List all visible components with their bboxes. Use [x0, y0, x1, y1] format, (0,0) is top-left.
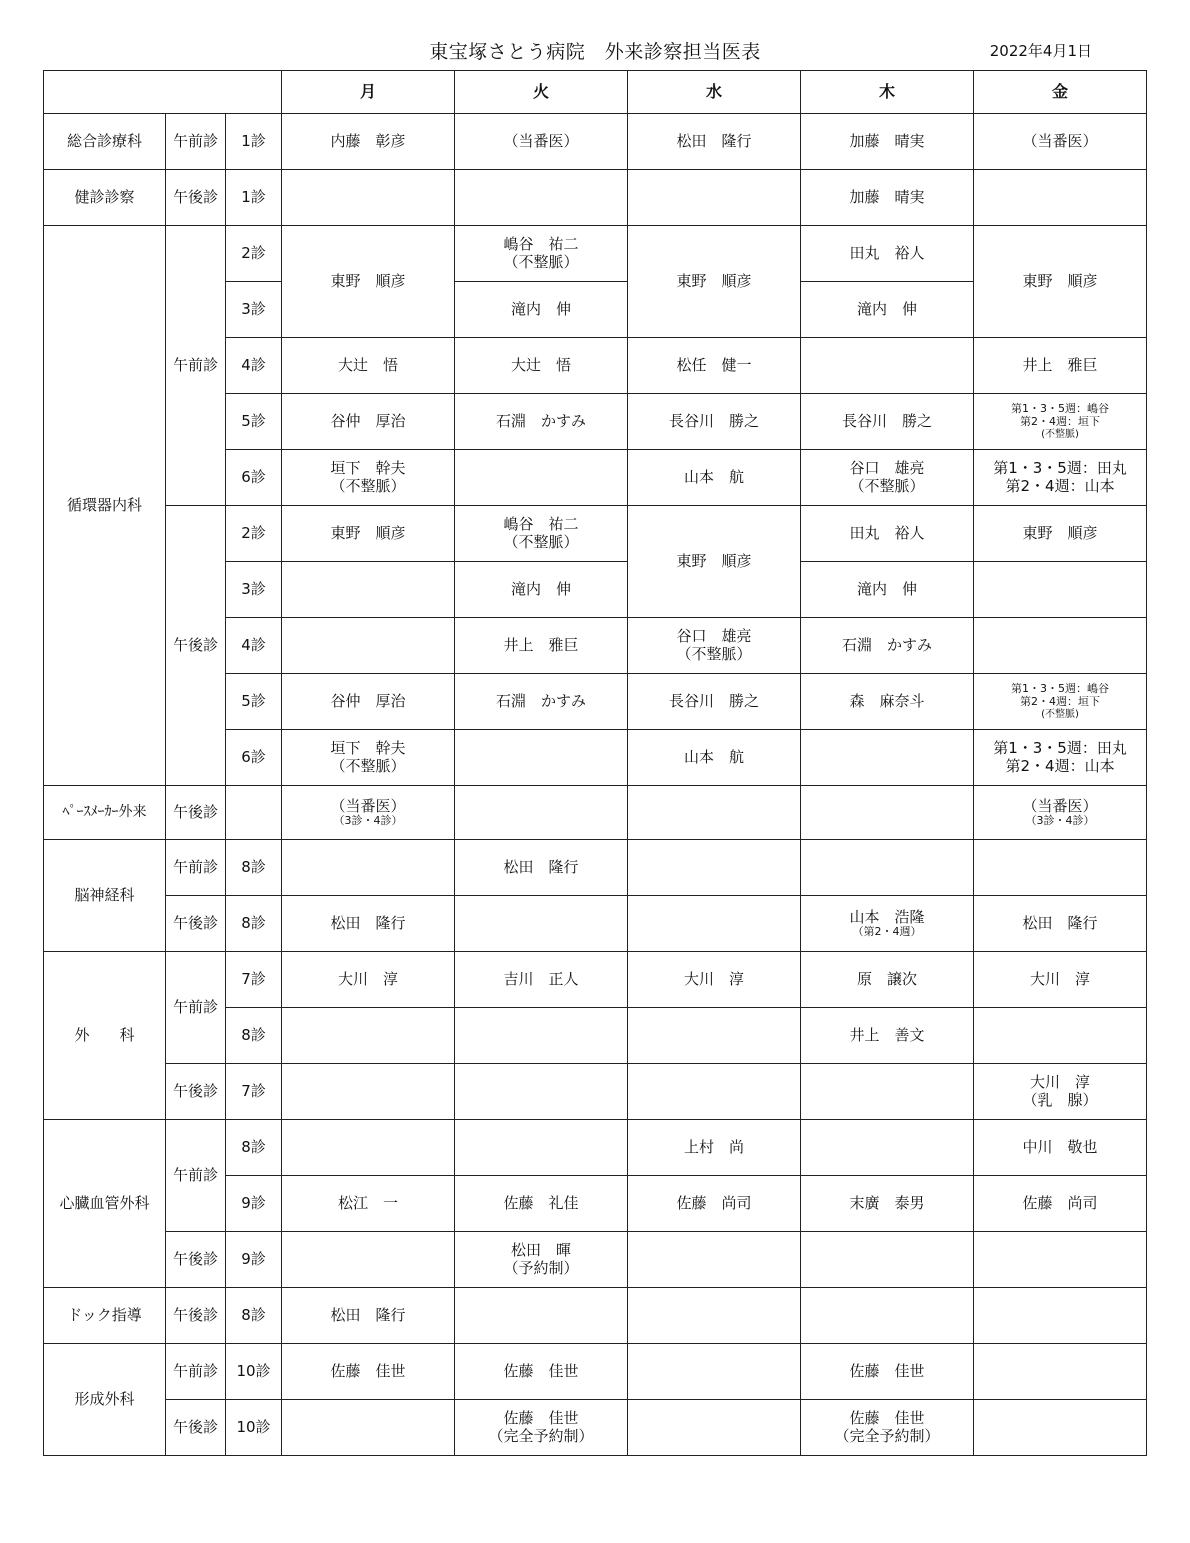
- doctor-note: （不整脈）: [503, 252, 579, 271]
- table-row: [44, 786, 1147, 840]
- doctor-cell: 松田 隆行: [282, 896, 455, 952]
- session-label: 午前診: [166, 1120, 226, 1232]
- session-label: 午後診: [166, 896, 226, 952]
- doctor-cell: 田丸 裕人: [801, 226, 974, 282]
- room-label: 6診: [226, 730, 282, 786]
- doctor-cell: 東野 順彦: [282, 506, 455, 562]
- doctor-cell: [282, 170, 455, 226]
- dept-label: ドック指導: [44, 1288, 166, 1344]
- schedule-table: [43, 70, 1147, 1456]
- doctor-cell: 松任 健一: [628, 338, 801, 394]
- doctor-cell: [974, 450, 1147, 506]
- session-label: 午後診: [166, 1232, 226, 1288]
- doctor-cell: [974, 1064, 1147, 1120]
- doctor-cell: 大川 淳: [282, 952, 455, 1008]
- rotation-note: 第1・3・5週：田丸: [993, 739, 1127, 758]
- doctor-name: 垣下 幹夫: [330, 739, 406, 758]
- session-label: 午前診: [166, 226, 226, 506]
- doctor-cell: [801, 1120, 974, 1176]
- doctor-cell: [974, 394, 1147, 450]
- rotation-note: (不整脈): [1041, 428, 1079, 440]
- doctor-note: （完全予約制）: [834, 1426, 940, 1445]
- dept-label: 心臓血管外科: [44, 1120, 166, 1288]
- doctor-cell: [628, 170, 801, 226]
- doctor-note: （不整脈）: [503, 532, 579, 551]
- room-label: 8診: [226, 1120, 282, 1176]
- doctor-cell: [455, 1232, 628, 1288]
- doctor-cell: 加藤 晴実: [801, 170, 974, 226]
- header-day-mon: 月: [282, 71, 455, 114]
- doctor-note: （不整脈）: [330, 756, 406, 775]
- room-label: 2診: [226, 226, 282, 282]
- rotation-note: 第2・4週：山本: [1005, 756, 1115, 775]
- doctor-cell: [801, 1232, 974, 1288]
- dept-label: 外 科: [44, 952, 166, 1120]
- doctor-cell: [282, 1008, 455, 1064]
- room-label: 4診: [226, 338, 282, 394]
- doctor-cell: [282, 786, 455, 840]
- doctor-cell: [801, 896, 974, 952]
- doctor-cell: 加藤 晴実: [801, 114, 974, 170]
- doctor-cell: [628, 618, 801, 674]
- session-label: 午後診: [166, 1288, 226, 1344]
- doctor-cell: [282, 562, 455, 618]
- room-label: 8診: [226, 840, 282, 896]
- room-label: 7診: [226, 952, 282, 1008]
- doctor-cell: [282, 1400, 455, 1456]
- doctor-cell: [801, 338, 974, 394]
- doctor-cell: 内藤 彰彦: [282, 114, 455, 170]
- doctor-cell: 滝内 伸: [455, 562, 628, 618]
- table-row: [44, 896, 1147, 952]
- rotation-note: 第1・3・5週：嶋谷: [1011, 682, 1110, 696]
- doctor-cell: 谷仲 厚治: [282, 674, 455, 730]
- room-label: 9診: [226, 1176, 282, 1232]
- doctor-cell: [628, 1064, 801, 1120]
- doctor-cell: [974, 1344, 1147, 1400]
- doctor-cell: 大辻 悟: [455, 338, 628, 394]
- rotation-note: 第1・3・5週：田丸: [993, 459, 1127, 478]
- table-row: [44, 114, 1147, 170]
- doctor-cell: [282, 730, 455, 786]
- doctor-cell: [628, 896, 801, 952]
- room-label: 2診: [226, 506, 282, 562]
- table-row: [44, 506, 1147, 562]
- session-label: 午後診: [166, 170, 226, 226]
- table-row: [44, 226, 1147, 282]
- doctor-cell: 吉川 正人: [455, 952, 628, 1008]
- doctor-cell: 中川 敬也: [974, 1120, 1147, 1176]
- doctor-cell: [801, 786, 974, 840]
- doctor-cell: [282, 1120, 455, 1176]
- dept-label: 健診診察: [44, 170, 166, 226]
- doctor-cell: [974, 840, 1147, 896]
- rotation-note: 第2・4週：垣下: [1020, 695, 1101, 708]
- doctor-cell: 大辻 悟: [282, 338, 455, 394]
- doctor-cell: [801, 730, 974, 786]
- doctor-cell: 井上 雅巨: [455, 618, 628, 674]
- doctor-cell: 大川 淳: [628, 952, 801, 1008]
- doctor-name: 大川 淳: [1030, 1073, 1091, 1092]
- doctor-cell: 佐藤 佳世: [801, 1344, 974, 1400]
- doctor-cell: 石淵 かすみ: [455, 394, 628, 450]
- doctor-cell: [628, 1400, 801, 1456]
- room-label: 4診: [226, 618, 282, 674]
- header-day-thu: 木: [801, 71, 974, 114]
- table-row: [44, 1120, 1147, 1176]
- table-row: [44, 1288, 1147, 1344]
- doctor-cell: [974, 786, 1147, 840]
- doctor-cell: 松田 隆行: [455, 840, 628, 896]
- doctor-cell: 佐藤 尚司: [628, 1176, 801, 1232]
- doctor-name: 谷口 雄亮: [676, 627, 752, 646]
- doctor-cell: 滝内 伸: [455, 282, 628, 338]
- doctor-cell: 佐藤 尚司: [974, 1176, 1147, 1232]
- rotation-note: (不整脈): [1041, 708, 1079, 720]
- doctor-cell: 長谷川 勝之: [628, 674, 801, 730]
- room-label: 8診: [226, 896, 282, 952]
- doctor-cell: 東野 順彦: [282, 226, 455, 338]
- doctor-cell: [282, 1064, 455, 1120]
- table-row: [44, 1232, 1147, 1288]
- doctor-cell: [801, 450, 974, 506]
- doctor-cell: [455, 170, 628, 226]
- doctor-cell: [974, 674, 1147, 730]
- doctor-cell: 原 譲次: [801, 952, 974, 1008]
- header-blank: [44, 71, 282, 114]
- doctor-cell: [801, 1064, 974, 1120]
- doctor-cell: [455, 1064, 628, 1120]
- doctor-name: 嶋谷 祐二: [503, 515, 579, 534]
- room-label: 8診: [226, 1008, 282, 1064]
- session-label: 午前診: [166, 1344, 226, 1400]
- rotation-note: 第1・3・5週：嶋谷: [1011, 402, 1110, 416]
- doctor-cell: 東野 順彦: [974, 226, 1147, 338]
- room-label: 5診: [226, 394, 282, 450]
- doctor-cell: 松田 隆行: [628, 114, 801, 170]
- doctor-cell: [628, 786, 801, 840]
- room-label: 10診: [226, 1344, 282, 1400]
- session-label: 午前診: [166, 952, 226, 1064]
- doctor-cell: 山本 航: [628, 450, 801, 506]
- doctor-cell: 末廣 泰男: [801, 1176, 974, 1232]
- doctor-cell: [282, 840, 455, 896]
- doctor-name: 山本 浩隆: [849, 907, 925, 926]
- doctor-cell: [801, 1288, 974, 1344]
- header-day-tue: 火: [455, 71, 628, 114]
- doctor-cell: [455, 1120, 628, 1176]
- doctor-cell: [628, 1008, 801, 1064]
- doctor-cell: [455, 506, 628, 562]
- doctor-cell: 大川 淳: [974, 952, 1147, 1008]
- doctor-cell: [282, 1232, 455, 1288]
- doctor-note: （完全予約制）: [488, 1426, 594, 1445]
- doctor-name: 佐藤 佳世: [849, 1409, 925, 1428]
- doctor-cell: [801, 840, 974, 896]
- doctor-cell: [455, 1288, 628, 1344]
- doctor-note: （3診・4診）: [1025, 813, 1095, 827]
- doctor-note: （予約制）: [503, 1258, 579, 1277]
- header-day-fri: 金: [974, 71, 1147, 114]
- session-label: 午後診: [166, 786, 226, 840]
- header-row: [44, 71, 1147, 114]
- doctor-cell: 滝内 伸: [801, 562, 974, 618]
- doctor-cell: 松江 一: [282, 1176, 455, 1232]
- doctor-cell: [974, 1400, 1147, 1456]
- doctor-cell: 東野 順彦: [628, 226, 801, 338]
- doctor-cell: [801, 1400, 974, 1456]
- doctor-cell: [628, 840, 801, 896]
- doctor-cell: [974, 1232, 1147, 1288]
- doctor-cell: 上村 尚: [628, 1120, 801, 1176]
- doctor-cell: （当番医）: [455, 114, 628, 170]
- doctor-note: （不整脈）: [849, 476, 925, 495]
- doctor-note: （不整脈）: [676, 644, 752, 663]
- rotation-note: 第2・4週：垣下: [1020, 415, 1101, 428]
- page-title: 東宝塚さとう病院 外来診察担当医表: [429, 41, 761, 63]
- doctor-cell: [455, 730, 628, 786]
- table-row: [44, 1400, 1147, 1456]
- room-label: 3診: [226, 562, 282, 618]
- dept-label: ﾍﾟｰｽﾒｰｶｰ外来: [44, 786, 166, 840]
- room-label: 8診: [226, 1288, 282, 1344]
- doctor-cell: 松田 隆行: [974, 896, 1147, 952]
- doctor-name: 松田 暉: [511, 1241, 572, 1260]
- doctor-cell: [974, 730, 1147, 786]
- doctor-cell: [628, 1344, 801, 1400]
- doctor-cell: 谷仲 厚治: [282, 394, 455, 450]
- doctor-note: （不整脈）: [330, 476, 406, 495]
- dept-label: 循環器内科: [44, 226, 166, 786]
- doctor-cell: [974, 1008, 1147, 1064]
- doctor-cell: [455, 896, 628, 952]
- table-row: [44, 170, 1147, 226]
- doctor-cell: [455, 1400, 628, 1456]
- doctor-cell: [282, 618, 455, 674]
- doctor-cell: [455, 1008, 628, 1064]
- doctor-cell: （当番医）: [974, 114, 1147, 170]
- table-row: [44, 1344, 1147, 1400]
- document-date: 2022年4月1日: [989, 42, 1092, 60]
- dept-label: 脳神経科: [44, 840, 166, 952]
- doctor-cell: 石淵 かすみ: [455, 674, 628, 730]
- session-label: 午後診: [166, 506, 226, 786]
- doctor-name: 佐藤 佳世: [503, 1409, 579, 1428]
- doctor-cell: [455, 786, 628, 840]
- doctor-cell: [282, 450, 455, 506]
- rotation-note: 第2・4週：山本: [1005, 476, 1115, 495]
- doctor-note: （3診・4診）: [333, 813, 403, 827]
- room-label: [226, 786, 282, 840]
- room-label: 6診: [226, 450, 282, 506]
- doctor-cell: 松田 隆行: [282, 1288, 455, 1344]
- doctor-cell: 井上 雅巨: [974, 338, 1147, 394]
- doctor-cell: 石淵 かすみ: [801, 618, 974, 674]
- room-label: 5診: [226, 674, 282, 730]
- dept-label: 形成外科: [44, 1344, 166, 1456]
- table-row: [44, 840, 1147, 896]
- doctor-cell: 東野 順彦: [628, 506, 801, 618]
- doctor-cell: 東野 順彦: [974, 506, 1147, 562]
- dept-label: 総合診療科: [44, 114, 166, 170]
- doctor-cell: 森 麻奈斗: [801, 674, 974, 730]
- doctor-cell: [455, 450, 628, 506]
- doctor-cell: 長谷川 勝之: [801, 394, 974, 450]
- doctor-name: 垣下 幹夫: [330, 459, 406, 478]
- doctor-cell: [628, 1288, 801, 1344]
- session-label: 午前診: [166, 840, 226, 896]
- room-label: 10診: [226, 1400, 282, 1456]
- doctor-cell: 滝内 伸: [801, 282, 974, 338]
- doctor-note: （第2・4週）: [852, 924, 922, 938]
- session-label: 午前診: [166, 114, 226, 170]
- doctor-name: 谷口 雄亮: [849, 459, 925, 478]
- table-row: [44, 1064, 1147, 1120]
- header-day-wed: 水: [628, 71, 801, 114]
- doctor-name: 嶋谷 祐二: [503, 235, 579, 254]
- doctor-name: （当番医）: [330, 796, 406, 815]
- room-label: 3診: [226, 282, 282, 338]
- doctor-cell: [628, 1232, 801, 1288]
- doctor-cell: 田丸 裕人: [801, 506, 974, 562]
- doctor-cell: [974, 562, 1147, 618]
- doctor-cell: [974, 618, 1147, 674]
- doctor-note: （乳 腺）: [1022, 1090, 1098, 1109]
- doctor-cell: 井上 善文: [801, 1008, 974, 1064]
- doctor-cell: 山本 航: [628, 730, 801, 786]
- session-label: 午後診: [166, 1400, 226, 1456]
- room-label: 9診: [226, 1232, 282, 1288]
- doctor-cell: [455, 226, 628, 282]
- table-row: [44, 952, 1147, 1008]
- doctor-cell: 佐藤 佳世: [282, 1344, 455, 1400]
- doctor-cell: [974, 170, 1147, 226]
- doctor-name: （当番医）: [1022, 796, 1098, 815]
- doctor-cell: 佐藤 佳世: [455, 1344, 628, 1400]
- doctor-cell: 佐藤 礼佳: [455, 1176, 628, 1232]
- doctor-cell: 長谷川 勝之: [628, 394, 801, 450]
- room-label: 1診: [226, 114, 282, 170]
- doctor-cell: [974, 1288, 1147, 1344]
- room-label: 7診: [226, 1064, 282, 1120]
- room-label: 1診: [226, 170, 282, 226]
- session-label: 午後診: [166, 1064, 226, 1120]
